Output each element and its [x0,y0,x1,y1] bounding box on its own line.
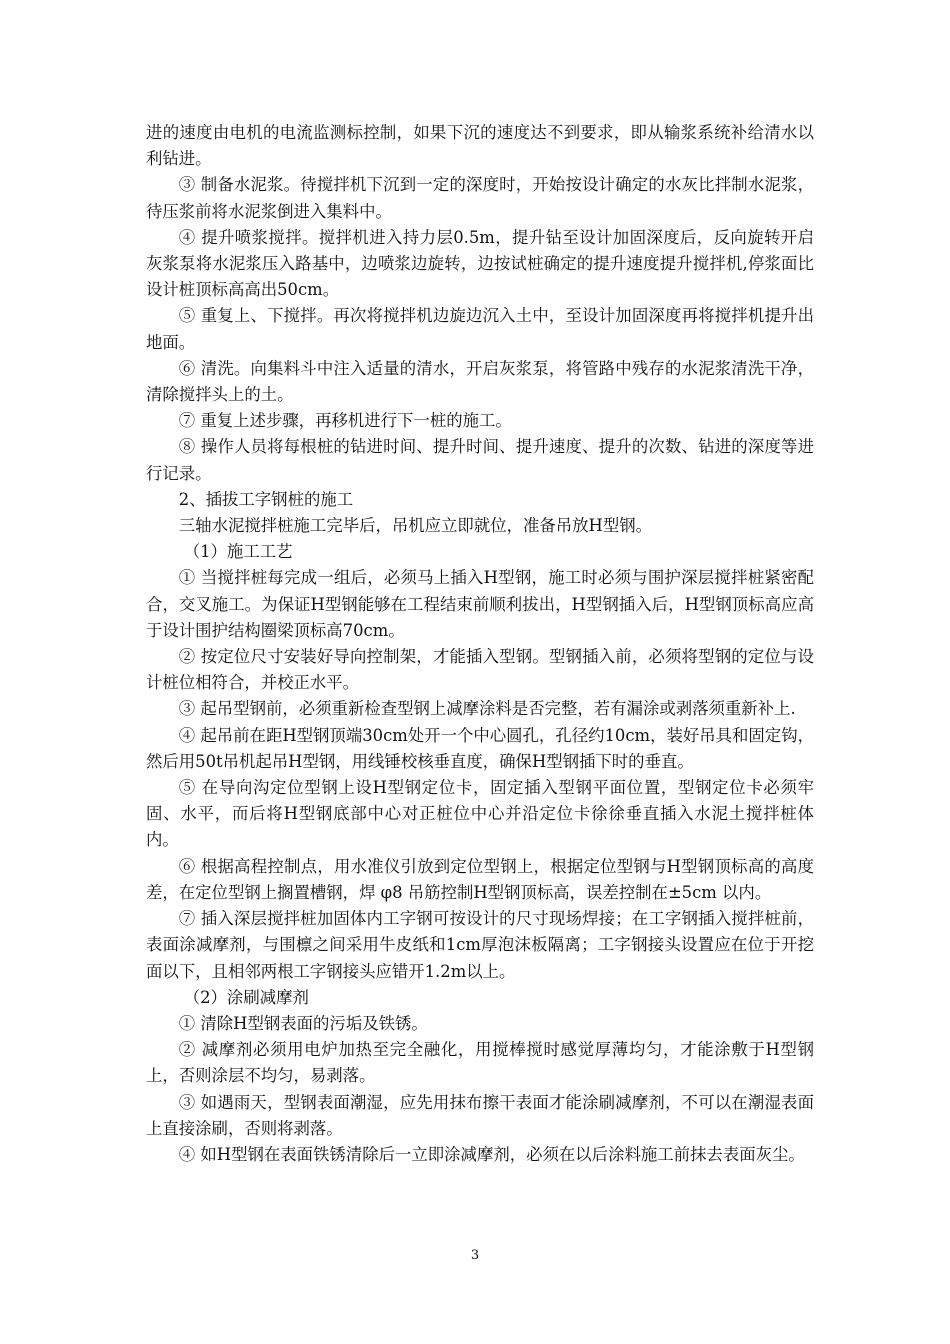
paragraph: ② 减摩剂必须用电炉加热至完全融化，用搅棒搅时感觉厚薄均匀，才能涂敷于H型钢上，否则涂层不均匀，易剥落。 [146,1040,814,1086]
paragraph: 2、插拔工字钢桩的施工 [178,489,354,509]
paragraph: ⑧ 操作人员将每根桩的钻进时间、提升时间、提升速度、提升的次数、钻进的深度等进行记录。 [146,437,814,483]
paragraph: ④ 如H型钢在表面铁锈清除后一立即涂减摩剂，必须在以后涂料施工前抹去表面灰尘。 [178,1144,805,1164]
section-heading: （2）涂刷减摩剂 [183,987,309,1007]
section-heading: （1）施工工艺 [183,542,293,562]
paragraph: ③ 制备水泥浆。待搅拌机下沉到一定的深度时，开始按设计确定的水灰比拌制水泥浆，待压浆前将水泥浆倒进入集料中。 [146,175,814,221]
paragraph: ④ 起吊前在距H型钢顶端30cm处开一个中心圆孔，孔径约10cm，装好吊具和固定钩，然后用50t吊机起吊H型钢，用线锤校核垂直度，确保H型钢插下时的垂直。 [146,725,814,771]
paragraph: ⑦ 插入深层搅拌桩加固体内工字钢可按设计的尺寸现场焊接；在工字钢插入搅拌桩前，表面涂减摩剂，与围檩之间采用牛皮纸和1cm厚泡沫板隔离；工字钢接头设置应在位于开挖面以下，且相邻两根工字钢接头应错开1.2m以上。 [146,909,814,981]
paragraph: ⑤ 重复上、下搅拌。再次将搅拌机边旋边沉入土中，至设计加固深度再将搅拌机提升出地面。 [146,306,814,352]
page-number: 3 [470,1248,480,1263]
paragraph: ③ 如遇雨天，型钢表面潮湿，应先用抹布擦干表面才能涂刷减摩剂，不可以在潮湿表面上直接涂刷，否则将剥落。 [146,1092,814,1138]
paragraph: ⑦ 重复上述步骤，再移机进行下一桩的施工。 [178,411,512,431]
paragraph: ① 清除H型钢表面的污垢及铁锈。 [178,1013,428,1033]
paragraph: 进的速度由电机的电流监测标控制，如果下沉的速度达不到要求，即从输浆系统补给清水以利钻进。 [146,123,814,169]
paragraph: ③ 起吊型钢前，必须重新检查型钢上减摩涂料是否完整，若有漏涂或剥落须重新补上. [178,699,796,719]
paragraph: ⑥ 清洗。向集料斗中注入适量的清水，开启灰浆泵，将管路中残存的水泥浆清洗干净，清除搅拌头上的土。 [146,358,814,405]
paragraph: ④ 提升喷浆搅拌。搅拌机进入持力层0.5m，提升钻至设计加固深度后，反向旋转开启灰浆泵将水泥浆压入路基中，边喷浆边旋转，边按试桩确定的提升速度提升搅拌机,停浆面比设计桩顶标高高出50cm。 [146,227,814,300]
document-body [146,120,814,1168]
paragraph: ② 按定位尺寸安装好导向控制架，才能插入型钢。型钢插入前，必须将型钢的定位与设计桩位相符合，并校正水平。 [146,647,814,693]
paragraph: ⑤ 在导向沟定位型钢上设H型钢定位卡，固定插入型钢平面位置，型钢定位卡必须牢固、水平，而后将H型钢底部中心对正桩位中心并沿定位卡徐徐垂直插入水泥土搅拌桩体内。 [146,778,814,850]
paragraph: ① 当搅拌桩每完成一组后，必须马上插入H型钢，施工时必须与围护深层搅拌桩紧密配合，交叉施工。为保证H型钢能够在工程结束前顺利拔出，H型钢插入后，H型钢顶标高应高于设计围护结构圈梁顶标高70cm。 [146,568,814,640]
paragraph: 三轴水泥搅拌桩施工完毕后，吊机应立即就位，准备吊放H型钢。 [178,516,653,536]
paragraph: ⑥ 根据高程控制点，用水准仪引放到定位型钢上，根据定位型钢与H型钢顶标高的高度差，在定位型钢上搁置槽钢，焊 φ8 吊筋控制H型钢顶标高，误差控制在±5cm 以内。 [146,856,814,902]
